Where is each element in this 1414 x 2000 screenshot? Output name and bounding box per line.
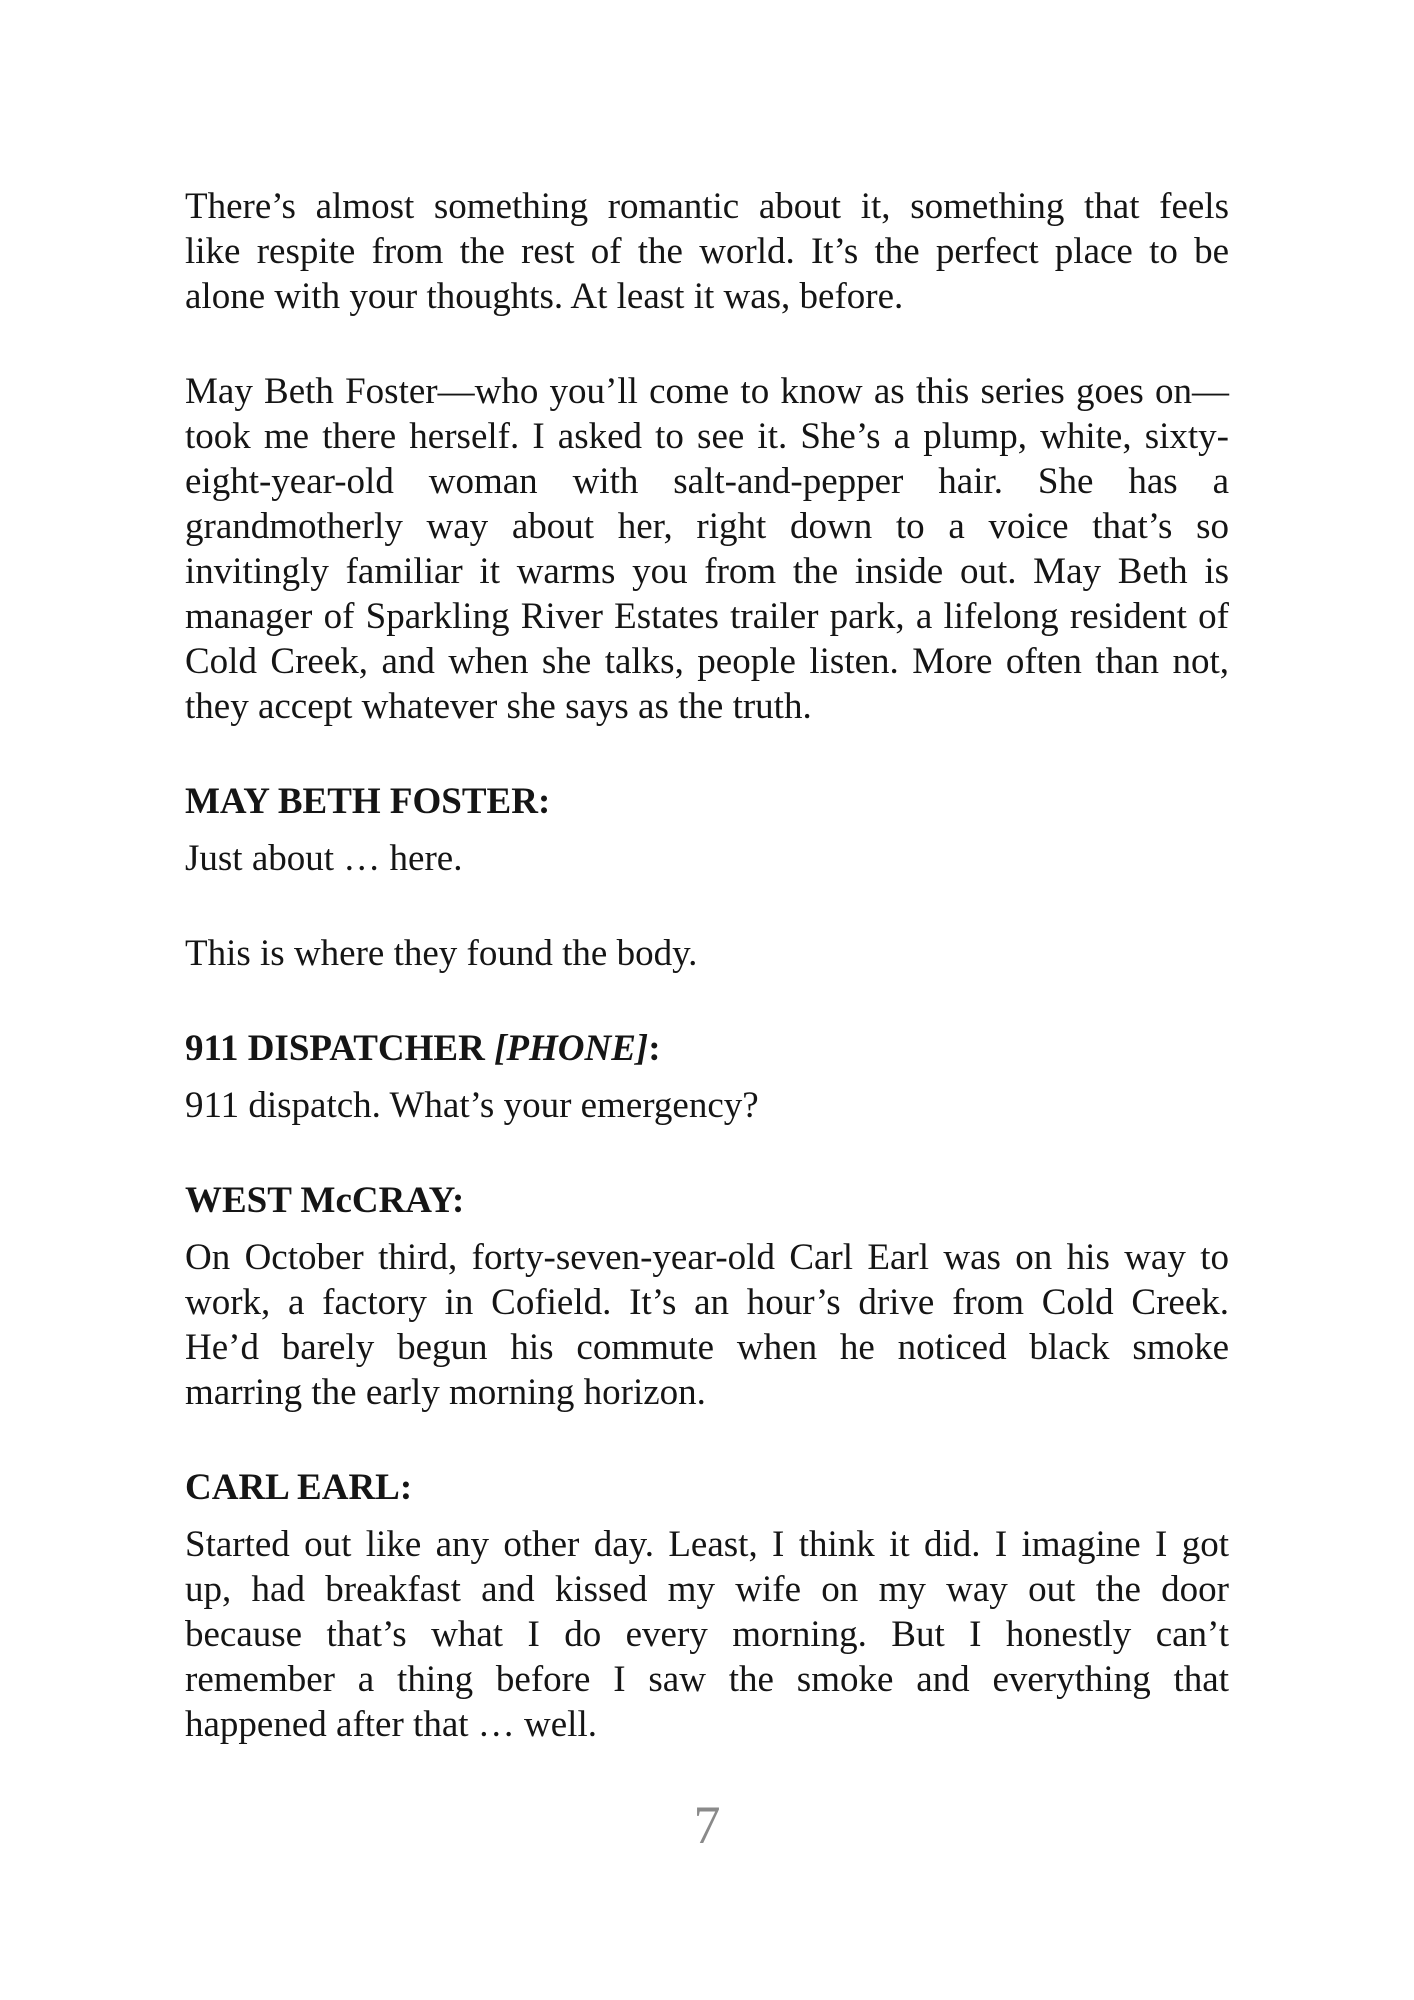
text-line: Just about … here. (185, 838, 463, 879)
speaker-heading-segment: CARL EARL: (185, 1467, 413, 1508)
speaker-heading-segment: MAY BETH FOSTER: (185, 781, 551, 822)
paragraph (185, 1235, 1229, 1415)
page-number: 7 (693, 1795, 721, 1855)
text-line: took me there herself. I asked to see it. She’s a plump, white, sixty- (185, 416, 1229, 457)
text-line: eight-year-old woman with salt-and-pepper hair. She has a (185, 461, 1229, 502)
paragraph (185, 931, 1229, 976)
text-line: On October third, forty-seven-year-old Carl Earl was on his way to (185, 1237, 1229, 1278)
text-line: May Beth Foster—who you’ll come to know as this series goes on— (185, 371, 1229, 412)
text-line: There’s almost something romantic about it, something that feels (185, 186, 1229, 227)
text-line: Cold Creek, and when she talks, people listen. More often than not, (185, 641, 1229, 682)
page-content (185, 0, 1229, 1747)
text-line: because that’s what I do every morning. But I honestly can’t (185, 1614, 1229, 1655)
paragraph (185, 836, 1229, 881)
text-line: marring the early morning horizon. (185, 1372, 706, 1413)
text-line: Started out like any other day. Least, I think it did. I imagine I got (185, 1524, 1229, 1565)
speaker-heading (185, 779, 1229, 824)
text-line: happened after that … well. (185, 1704, 597, 1745)
text-line: grandmotherly way about her, right down to a voice that’s so (185, 506, 1229, 547)
speaker-heading-italic-segment: [PHONE] (494, 1028, 649, 1069)
speaker-heading-segment: WEST McCRAY: (185, 1180, 465, 1221)
text-line: like respite from the rest of the world. It’s the perfect place to be (185, 231, 1229, 272)
text-line: 911 dispatch. What’s your emergency? (185, 1085, 759, 1126)
text-line: they accept whatever she says as the truth. (185, 686, 812, 727)
text-line: remember a thing before I saw the smoke and everything that (185, 1659, 1229, 1700)
speaker-heading-segment: : (648, 1028, 661, 1069)
speaker-heading (185, 1178, 1229, 1223)
text-line: This is where they found the body. (185, 933, 698, 974)
text-line: He’d barely begun his commute when he noticed black smoke (185, 1327, 1229, 1368)
paragraph (185, 1522, 1229, 1747)
paragraph (185, 1083, 1229, 1128)
speaker-heading (185, 1026, 1229, 1071)
text-line: alone with your thoughts. At least it was, before. (185, 276, 904, 317)
text-line: manager of Sparkling River Estates trailer park, a lifelong resident of (185, 596, 1229, 637)
text-line: up, had breakfast and kissed my wife on my way out the door (185, 1569, 1229, 1610)
speaker-heading (185, 1465, 1229, 1510)
text-line: work, a factory in Cofield. It’s an hour’s drive from Cold Creek. (185, 1282, 1229, 1323)
paragraph (185, 369, 1229, 729)
text-line: invitingly familiar it warms you from the inside out. May Beth is (185, 551, 1229, 592)
paragraph (185, 184, 1229, 319)
speaker-heading-segment: 911 DISPATCHER (185, 1028, 495, 1069)
